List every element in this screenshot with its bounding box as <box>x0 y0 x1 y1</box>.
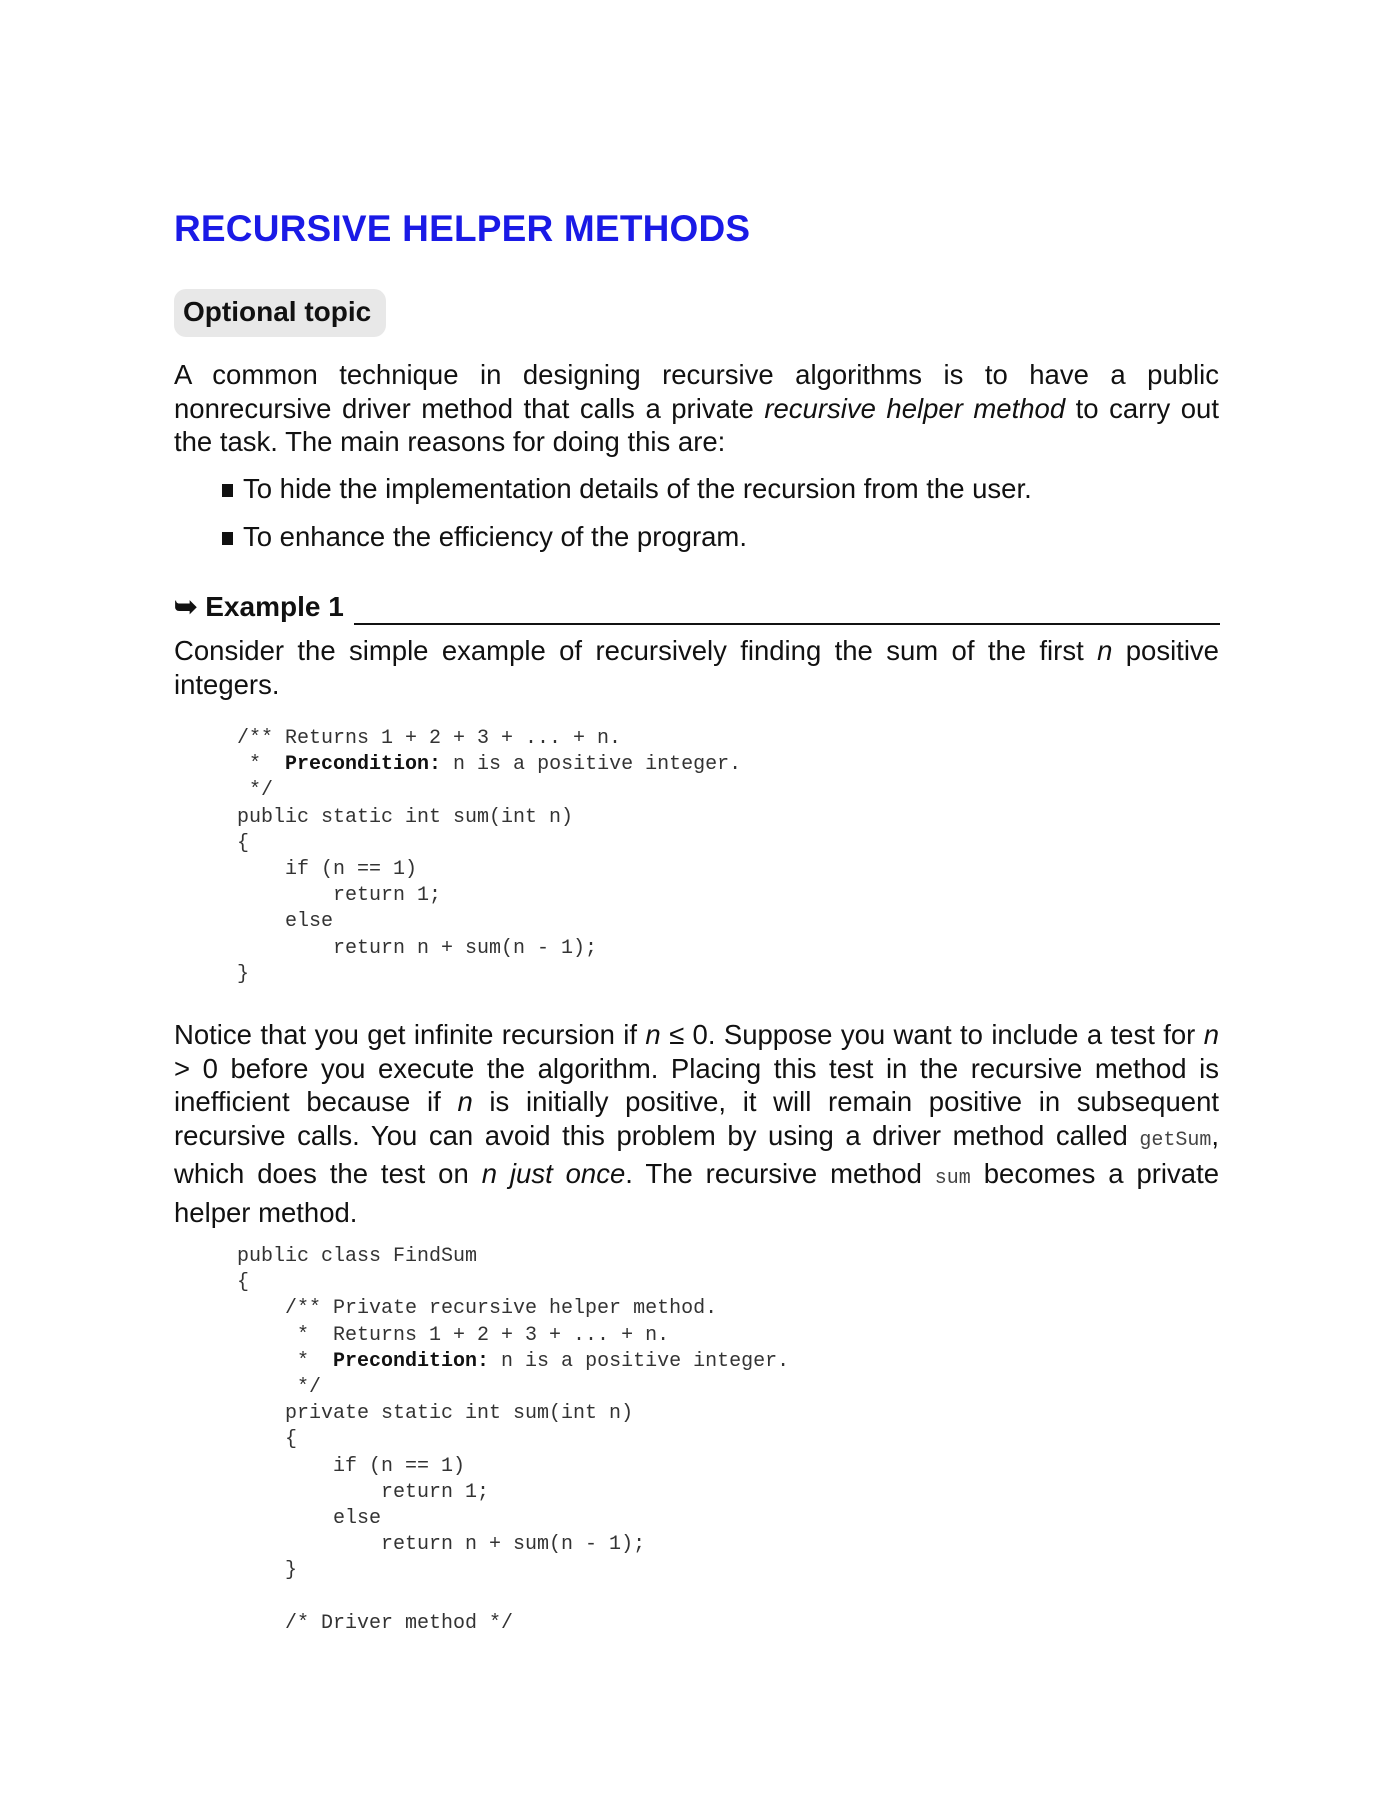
intro-italic: recursive helper method <box>764 392 1066 424</box>
example-intro <box>174 634 1219 701</box>
optional-topic-label: Optional topic <box>183 296 372 327</box>
text: becomes a private helper method. <box>174 1158 1219 1228</box>
bullet-item <box>222 521 747 553</box>
text: ≤ 0. Suppose you want to include a test for <box>660 1019 1204 1050</box>
code-line <box>237 806 573 829</box>
page-title: RECURSIVE HELPER METHODS <box>174 208 751 249</box>
code-text: return 1; <box>237 884 442 908</box>
text: is initially positive, it will remain positive in subsequent recursive calls. You can avoid this problem by using a driver method called <box>174 1086 1219 1151</box>
code-text: } <box>237 962 250 986</box>
code-line <box>237 1271 249 1294</box>
code-text: */ <box>237 1376 322 1400</box>
code-line <box>237 1324 669 1347</box>
code-text: if (n == 1) <box>237 858 418 882</box>
code-line <box>237 1428 297 1451</box>
code-block-sum <box>237 726 741 988</box>
code-text: public static int sum(int n) <box>237 805 574 829</box>
italic-text: n just once <box>481 1158 626 1189</box>
code-text: return 1; <box>237 1480 490 1504</box>
code-text: /** Private recursive helper method. <box>237 1297 718 1321</box>
example-heading <box>174 590 344 623</box>
code-line <box>237 1481 489 1504</box>
square-bullet-icon <box>222 532 233 545</box>
code-line <box>237 753 741 776</box>
code-line <box>237 1350 789 1373</box>
var-n: n <box>645 1019 661 1050</box>
text: . The recursive method <box>625 1158 935 1189</box>
code-line <box>237 910 333 933</box>
code-line <box>237 832 249 855</box>
code-text: { <box>237 1271 250 1295</box>
inline-code: getSum <box>1139 1128 1212 1152</box>
code-line <box>237 1245 477 1268</box>
code-line <box>237 1533 645 1556</box>
text: Consider the simple example of recursively finding the sum of the first <box>174 635 1098 666</box>
code-line <box>237 1559 297 1582</box>
explanation-paragraph <box>174 1018 1219 1229</box>
code-line <box>237 1402 633 1425</box>
code-text: private static int sum(int n) <box>237 1402 634 1426</box>
code-line <box>237 937 597 960</box>
code-text: * Returns 1 + 2 + 3 + ... + n. <box>237 1323 670 1347</box>
code-text: return n + sum(n - 1); <box>237 936 598 960</box>
intro-paragraph <box>174 358 1219 459</box>
square-bullet-icon <box>222 484 233 497</box>
var-n: n <box>457 1086 473 1117</box>
code-line <box>237 1455 465 1478</box>
arrow-icon: ➥ <box>174 591 198 622</box>
text: > 0 before you execute the algorithm. Placing this test in the recursive method is inefficient because if <box>174 1052 1219 1117</box>
code-text: { <box>237 1428 298 1452</box>
code-text: n is a positive integer. <box>489 1349 790 1373</box>
code-text: if (n == 1) <box>237 1454 466 1478</box>
text: , which does the test on <box>174 1119 1219 1189</box>
code-text: * <box>237 1349 334 1373</box>
code-text: public class FindSum <box>237 1245 478 1268</box>
intro-text: A common technique in designing recursive algorithms is to have a public nonrecursive driver method that calls a private <box>174 359 1219 424</box>
code-text: else <box>237 1507 382 1531</box>
code-line <box>237 858 417 881</box>
text: Notice that you get infinite recursion if <box>174 1019 646 1050</box>
code-text: return n + sum(n - 1); <box>237 1533 646 1557</box>
example-rule <box>354 623 1220 625</box>
code-line <box>237 884 441 907</box>
code-line <box>237 779 273 802</box>
code-line <box>237 1297 717 1320</box>
bullet-item <box>222 473 1032 505</box>
code-text: /* Driver method */ <box>237 1611 514 1635</box>
code-line <box>237 1376 321 1399</box>
code-line <box>237 727 621 750</box>
code-line <box>237 1507 381 1530</box>
text: positive integers. <box>174 635 1219 700</box>
var-n: n <box>1203 1019 1219 1050</box>
inline-code: sum <box>934 1167 971 1190</box>
code-text: * <box>237 753 286 777</box>
code-bold: Precondition: <box>333 1349 490 1373</box>
code-text: */ <box>237 779 274 803</box>
code-text: /** Returns 1 + 2 + 3 + ... + n. <box>237 727 622 750</box>
code-line <box>237 963 249 986</box>
bullet-text: To enhance the efficiency of the program. <box>243 521 747 552</box>
intro-text-end: to carry out the task. The main reasons for doing this are: <box>174 392 1219 457</box>
code-text: else <box>237 910 334 934</box>
code-block-findsum <box>237 1244 789 1637</box>
code-text: { <box>237 831 250 855</box>
code-bold: Precondition: <box>285 753 442 777</box>
code-line <box>237 1612 513 1635</box>
example-title: Example 1 <box>205 591 344 622</box>
bullet-text: To hide the implementation details of the recursion from the user. <box>243 473 1032 504</box>
code-text: } <box>237 1559 298 1583</box>
var-n: n <box>1097 635 1113 666</box>
code-text: n is a positive integer. <box>441 753 742 777</box>
